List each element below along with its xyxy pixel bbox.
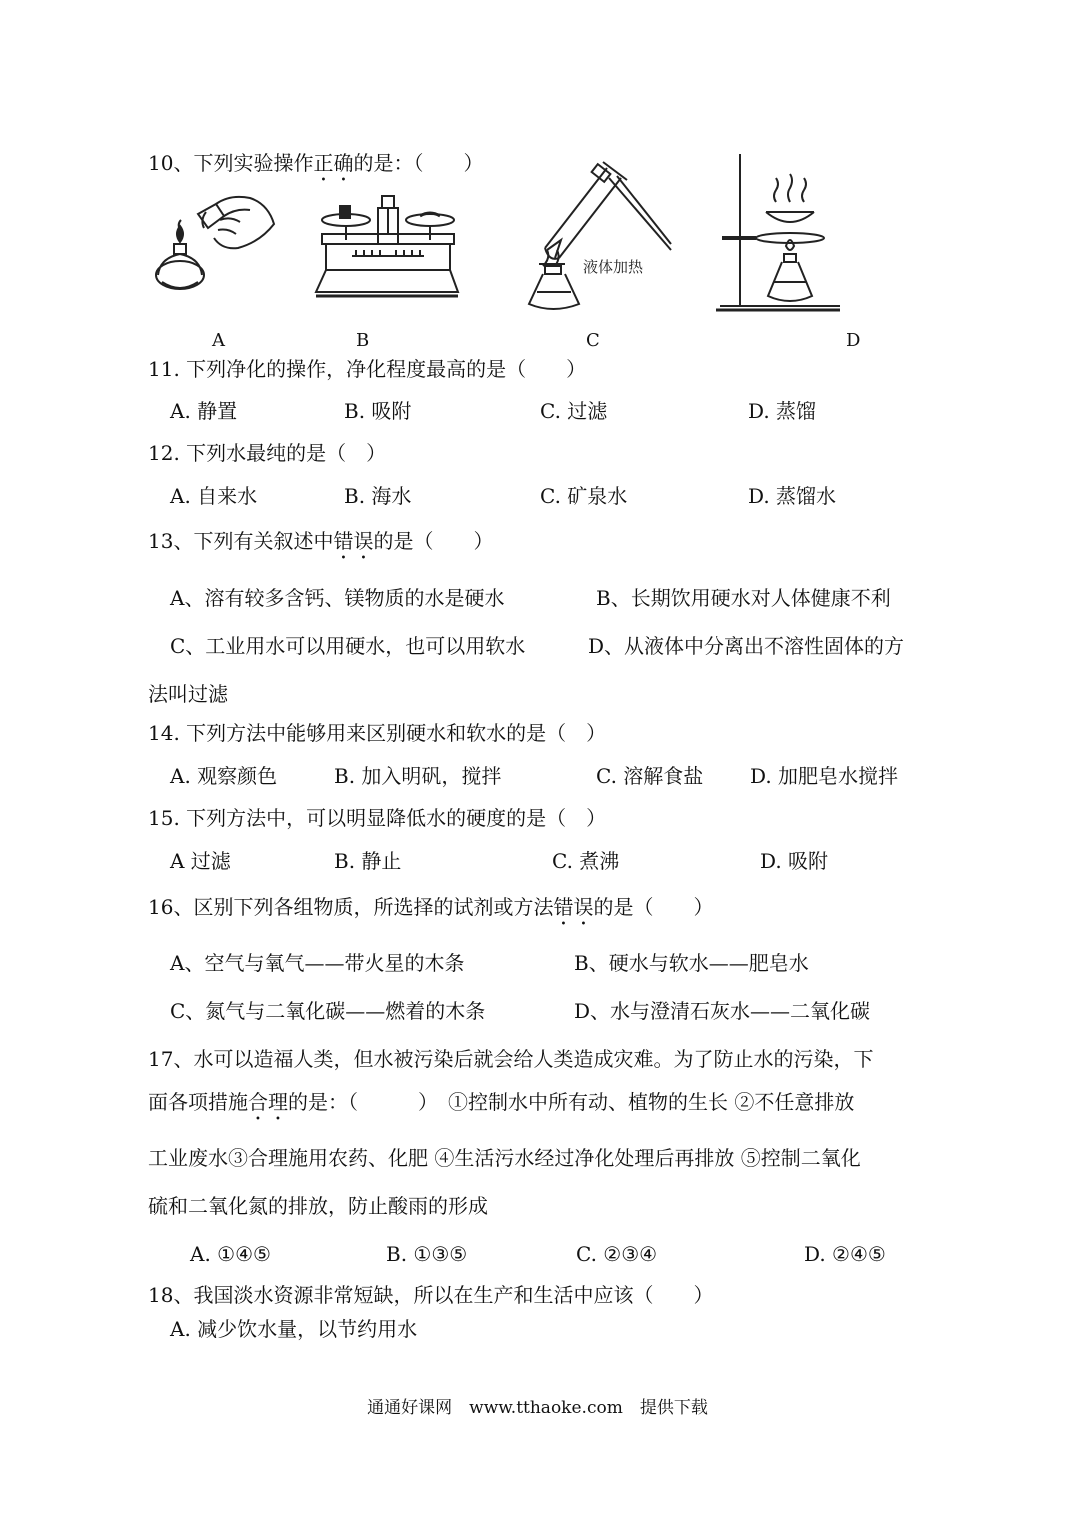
- q11-option-b: B. 吸附: [344, 399, 412, 423]
- q16-option-a: A、空气与氧气——带火星的木条: [170, 951, 465, 975]
- q14-option-c: C. 溶解食盐: [596, 764, 704, 788]
- q13-option-b: B、长期饮用硬水对人体健康不利: [596, 586, 891, 610]
- q15-option-a: A 过滤: [170, 849, 231, 873]
- q10-stem-text: 10、下列实验操作: [148, 151, 314, 175]
- figure-d-letter: D: [846, 330, 861, 351]
- q17-line1: 17、水可以造福人类，但水被污染后就会给人类造成灾难。为了防止水的污染，下: [148, 1047, 874, 1071]
- q13-option-c: C、工业用水可以用硬水，也可以用软水: [170, 634, 526, 658]
- q13-stem: [148, 528, 493, 564]
- q17-option-a: A. ①④⑤: [190, 1242, 271, 1266]
- q12-option-d: D. 蒸馏水: [748, 484, 837, 508]
- q14-option-a: A. 观察颜色: [170, 764, 278, 788]
- q16-stem: [148, 894, 713, 930]
- figure-c-liquid-heating: [525, 154, 675, 316]
- q11-option-d: D. 蒸馏: [748, 399, 817, 423]
- q17-option-b: B. ①③⑤: [386, 1242, 468, 1266]
- figure-c-label: 液体加热: [583, 258, 644, 276]
- q12-option-c: C. 矿泉水: [540, 484, 628, 508]
- q12-option-a: A. 自来水: [170, 484, 258, 508]
- figure-c-letter: C: [586, 330, 600, 351]
- q18-stem: 18、我国淡水资源非常短缺，所以在生产和生活中应该（ ）: [148, 1283, 714, 1307]
- q15-stem: 15. 下列方法中，可以明显降低水的硬度的是（ ）: [148, 806, 607, 830]
- q13-option-d-continued: 法叫过滤: [148, 682, 228, 706]
- q16-option-d: D、水与澄清石灰水——二氧化碳: [574, 999, 871, 1023]
- q14-option-d: D. 加肥皂水搅拌: [750, 764, 899, 788]
- q10-stem: [148, 150, 483, 186]
- q16-stem-text: 16、区别下列各组物质，所选择的试剂或方法: [148, 895, 554, 919]
- q13-stem-tail: 的是（ ）: [373, 529, 494, 553]
- figure-d-evaporation: [716, 150, 842, 316]
- q15-option-c: C. 煮沸: [552, 849, 620, 873]
- q17-line3: 工业废水③合理施用农药、化肥 ④生活污水经过净化处理后再排放 ⑤控制二氧化: [148, 1146, 861, 1170]
- figure-a-lamp-lighting: [150, 190, 280, 300]
- q15-option-b: B. 静止: [334, 849, 402, 873]
- q17-line4: 硫和二氧化氮的排放，防止酸雨的形成: [148, 1194, 488, 1218]
- q16-option-b: B、硬水与软水——肥皂水: [574, 951, 809, 975]
- q15-option-d: D. 吸附: [760, 849, 829, 873]
- figure-b-letter: B: [356, 330, 370, 351]
- q13-emphasis: 错误: [333, 529, 374, 553]
- q11-option-c: C. 过滤: [540, 399, 608, 423]
- figure-b-balance: [312, 188, 462, 300]
- figure-a-letter: A: [212, 330, 225, 351]
- q17-option-d: D. ②④⑤: [804, 1242, 886, 1266]
- q13-option-d: D、从液体中分离出不溶性固体的方: [588, 634, 905, 658]
- q11-stem: 11. 下列净化的操作，净化程度最高的是（ ）: [148, 357, 587, 381]
- q13-stem-text: 13、下列有关叙述中: [148, 529, 334, 553]
- q17-option-c: C. ②③④: [576, 1242, 658, 1266]
- q16-emphasis: 错误: [553, 895, 594, 919]
- q10-stem-tail: 的是：（ ）: [353, 151, 484, 175]
- q16-option-c: C、氮气与二氧化碳——燃着的木条: [170, 999, 486, 1023]
- q12-stem: 12. 下列水最纯的是（ ）: [148, 441, 387, 465]
- q17-line2-text: 面各项措施: [148, 1090, 248, 1114]
- page-footer: 通通好课网 www.tthaoke.com 提供下载: [367, 1398, 708, 1418]
- q16-stem-tail: 的是（ ）: [593, 895, 714, 919]
- q11-option-a: A. 静置: [170, 399, 238, 423]
- q14-option-b: B. 加入明矾，搅拌: [334, 764, 502, 788]
- q12-option-b: B. 海水: [344, 484, 412, 508]
- q18-option-a: A. 减少饮水量，以节约用水: [170, 1317, 418, 1341]
- q13-option-a: A、溶有较多含钙、镁物质的水是硬水: [170, 586, 505, 610]
- q17-emphasis: 合理: [248, 1090, 288, 1114]
- q17-line2-tail: 的是：（ ） ①控制水中所有动、植物的生长 ②不任意排放: [288, 1090, 855, 1114]
- q10-emphasis: 正确: [313, 151, 354, 175]
- q14-stem: 14. 下列方法中能够用来区别硬水和软水的是（ ）: [148, 721, 607, 745]
- q17-line2: [148, 1089, 854, 1125]
